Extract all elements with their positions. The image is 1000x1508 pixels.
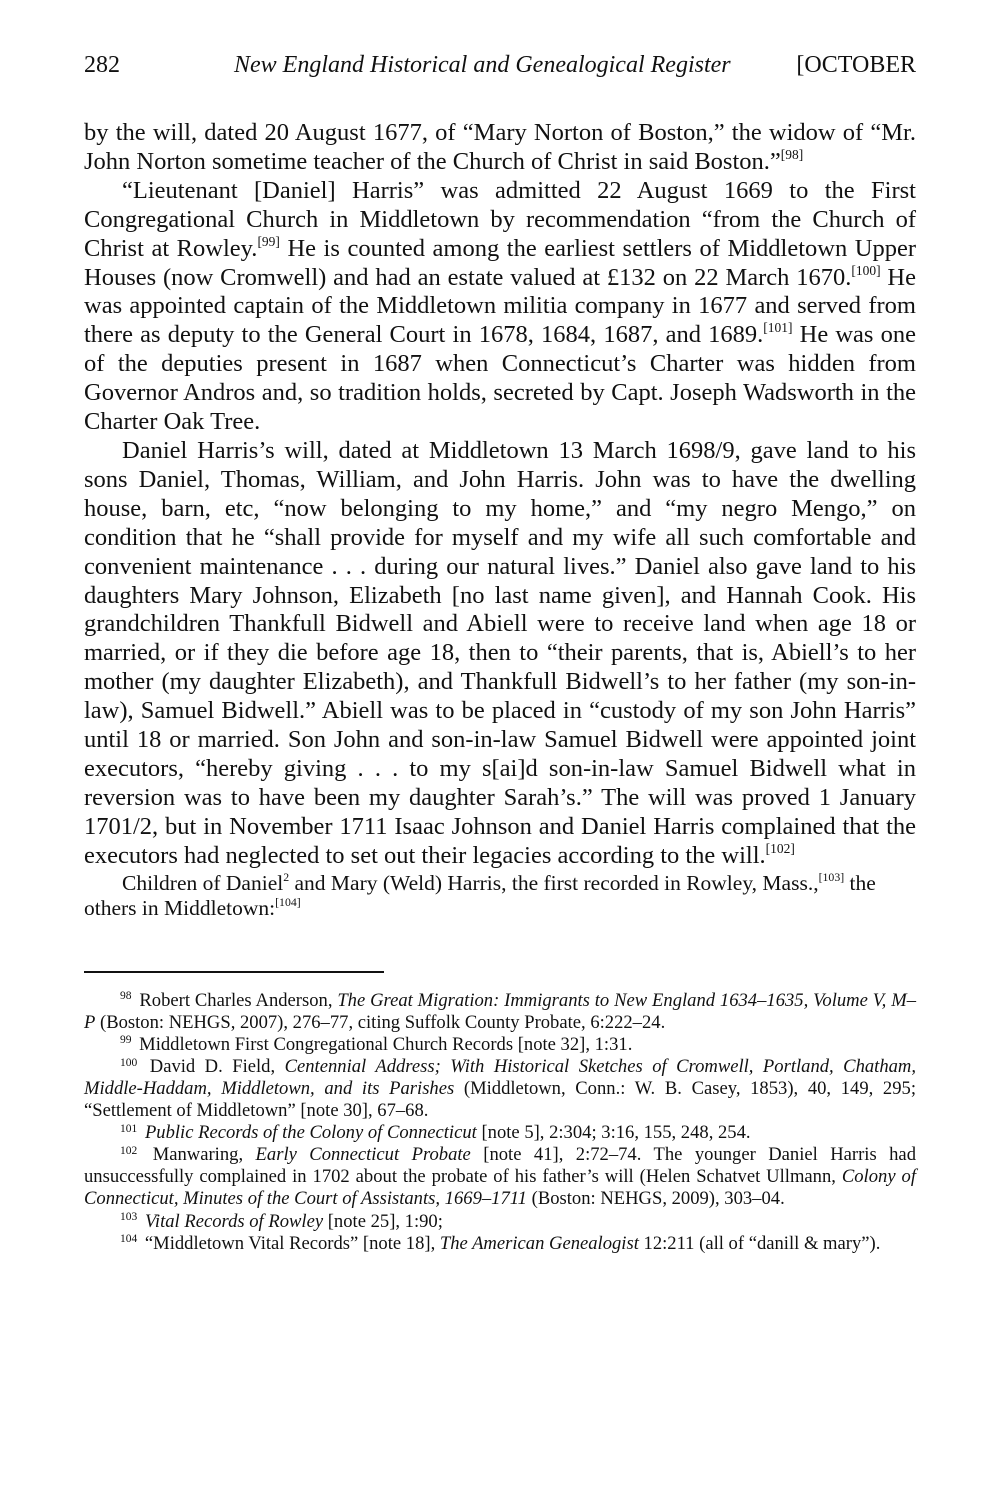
note-ref-101: [101] — [763, 320, 793, 336]
note-ref-99: [99] — [257, 233, 280, 249]
note-ref-102: [102] — [765, 840, 795, 856]
footnote-number: 98 — [120, 990, 132, 1003]
footnote-text: [note 5], 2:304; 3:16, 155, 248, 254. — [476, 1122, 751, 1144]
footnote-title: Vital Records of Rowley — [144, 1210, 324, 1232]
footnote-text: David D. Field, — [140, 1055, 285, 1077]
footnote-text: “Middletown Vital Records” [note 18], — [140, 1232, 440, 1254]
paragraph-text: by the will, dated 20 August 1677, of “Mary Norton of Boston,” the widow of “Mr. John Norton sometime teacher of the Church of Christ in said Boston.” — [84, 119, 916, 175]
footnote-number: 103 — [120, 1211, 138, 1224]
paragraph-text: Daniel Harris’s will, dated at Middletown 13 March 1698/9, gave land to his sons Daniel, Thomas, William, and John Harris. John was to have the dwelling house, barn, etc, “now belonging to my home,” and “my negro Mengo,” on condition that he “shall provide for myself and my wife all such comfortable and convenient maintenance . . . during our natural lives.” Daniel also gave land to his daughters Mary Johnson, Elizabeth [no last name given], and Hannah Cook. His grandchildren Thankfull Bidwell and Abiell were to receive land when age 18 or married, or if they die before age 18, then to “their parents, that is, Abiell’s to her mother (my daughter Elizabeth), and Thankfull Bidwell’s to her father (my son-in-law), Samuel Bidwell.” Abiell was to be placed in “custody of my son John Harris” until 18 or married. Son John and son-in-law Samuel Bidwell were appointed joint executors, “hereby giving . . . to my s[ai]d son-in-law Samuel Bidwell what in reversion was to have been my daughter Sarah’s.” The will was proved 1 January 1701/2, but in November 1711 Isaac Johnson and Daniel Harris complained that the executors had neglected to set out their legacies according to the will. — [84, 436, 916, 869]
note-ref-104: [104] — [275, 894, 301, 909]
footnote-text: [note 41], 2:72–74. The younger Daniel Harris had unsuccessfully complained in 1702 about the probate of his father’s will (Helen Schatvet Ullmann, — [84, 1144, 916, 1188]
journal-title: New England Historical and Genealogical Register — [234, 52, 731, 78]
paragraph-text: “Lieutenant [Daniel] Harris” was admitted 22 August 1669 to the First Congregational Church in Middletown by recommendation “from the Church of Christ at Rowley. — [84, 176, 916, 262]
paragraph-1 — [84, 119, 916, 177]
generation-number: 2 — [283, 869, 290, 884]
footnote-104 — [84, 1233, 916, 1255]
running-header — [84, 52, 916, 88]
paragraph-3 — [84, 437, 916, 871]
paragraph-text: He was one of the deputies present in 1687 when Connecticut’s Charter was hidden from Governor Andros and, so tradition holds, secreted by Capt. Joseph Wadsworth in the Charter Oak Tree. — [84, 321, 917, 436]
footnote-text: (Boston: NEHGS, 2007), 276–77, citing Suffolk County Probate, 6:222–24. — [95, 1011, 666, 1033]
page — [84, 52, 916, 1255]
footnotes — [84, 990, 916, 1255]
children-intro — [84, 871, 916, 921]
note-ref-98: [98] — [780, 146, 804, 162]
footnote-number: 102 — [120, 1144, 138, 1157]
paragraph-text: and Mary (Weld) Harris, the first recorded in Rowley, Mass., — [289, 870, 819, 895]
footnote-103 — [84, 1211, 916, 1233]
paragraph-text: the others in Middletown: — [84, 870, 876, 920]
footnote-number: 99 — [120, 1034, 132, 1047]
footnote-98 — [84, 990, 916, 1034]
note-ref-103: [103] — [818, 869, 845, 884]
footnote-100 — [84, 1056, 916, 1122]
footnote-title: The Great Migration: Immigrants to New England 1634–1635, Volume V, M–P — [84, 989, 916, 1033]
main-text — [84, 119, 916, 921]
footnote-title: The American Genealogist — [439, 1232, 639, 1254]
footnote-title: Centennial Address; With Historical Sketches of Cromwell, Portland, Chatham, Middle-Haddam, Middletown, and its Parishes — [84, 1055, 917, 1099]
footnote-text: Manwaring, — [140, 1144, 256, 1166]
issue-month: [OCTOBER — [796, 52, 916, 78]
paragraph-text: Children of Daniel — [122, 870, 284, 895]
footnote-text: 12:211 (all of “danill & mary”). — [638, 1232, 881, 1254]
footnote-text: (Boston: NEHGS, 2009), 303–04. — [526, 1188, 785, 1210]
paragraph-2 — [84, 177, 916, 437]
paragraph-text: He is counted among the earliest settlers of Middletown Upper Houses (now Cromwell) and had an estate valued at £132 on 22 March 1670. — [84, 234, 916, 291]
footnote-number: 101 — [120, 1122, 138, 1135]
page-number: 282 — [84, 52, 120, 78]
paragraph-text: He was appointed captain of the Middletown militia company in 1677 and served from there as deputy to the General Court in 1678, 1684, 1687, and 1689. — [84, 263, 916, 349]
footnote-101 — [84, 1122, 916, 1144]
footnote-title: Colony of Connecticut, Minutes of the Court of Assistants, 1669–1711 — [84, 1166, 916, 1210]
footnote-text: (Middletown, Conn.: W. B. Casey, 1853), 40, 149, 295; “Settlement of Middletown” [note 30], 67–68. — [84, 1077, 916, 1122]
footnote-102 — [84, 1144, 916, 1210]
footnote-99 — [84, 1034, 916, 1056]
footnote-divider — [84, 971, 384, 973]
footnote-text: Middletown First Congregational Church Records [note 32], 1:31. — [134, 1033, 633, 1055]
footnote-number: 100 — [120, 1056, 138, 1069]
footnote-title: Early Connecticut Probate — [255, 1144, 471, 1166]
footnote-number: 104 — [120, 1233, 138, 1246]
footnote-text: [note 25], 1:90; — [323, 1210, 443, 1232]
note-ref-100: [100] — [851, 262, 881, 278]
footnote-title: Public Records of the Colony of Connecticut — [144, 1122, 477, 1144]
footnote-text: Robert Charles Anderson, — [134, 989, 338, 1011]
